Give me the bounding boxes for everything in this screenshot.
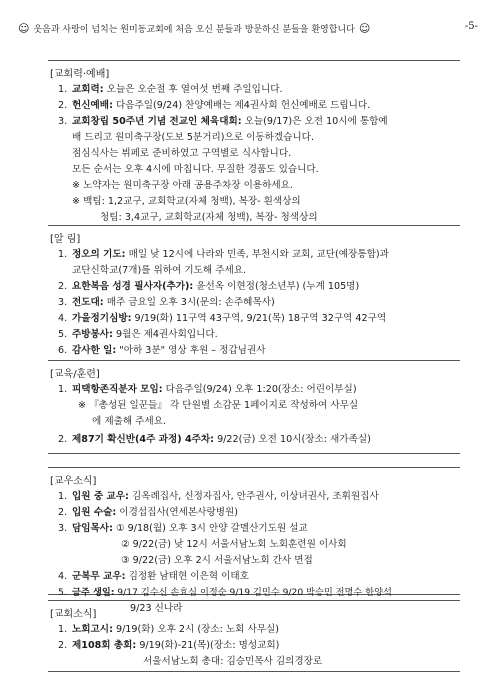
section-notices	[48, 225, 460, 361]
list-item: 6. 감사한 일: "아하 3분" 영상 후원 – 정갑님권사	[58, 345, 266, 356]
list-item: 1. 피택항존직분자 모임: 다음주일(9/24) 오후 1:20(장소: 어린이부실)	[58, 384, 357, 395]
list-item: 2. 입원 수술: 이경섭집사(연세본사랑병원)	[58, 507, 238, 518]
list-item: 1. 노회고시: 9/19(화) 오후 2시 (장소: 노회 사무실)	[58, 624, 280, 635]
list-item: 5. 주방봉사: 9월은 제4권사회입니다.	[58, 329, 218, 340]
section-church-news	[48, 600, 460, 672]
list-item-continuation: 교단신학교(7개)를 위하여 기도해 주세요.	[72, 265, 247, 276]
list-item: 1. 정오의 기도: 매일 낮 12시에 나라와 민족, 부천시와 교회, 교단(예장통합)과	[58, 249, 389, 260]
section-title: [교회력·예배]	[50, 69, 110, 80]
section-education	[48, 360, 460, 454]
list-item: 2. 제108회 총회: 9/19(화)-21(목)(장소: 명성교회)	[58, 640, 280, 651]
list-item: 3. 전도대: 매주 금요일 오후 3시(문의: 손주혜목사)	[58, 297, 275, 308]
list-item-note: ※ 백팀: 1,2교구, 교회학교(자체 청백), 복장- 흰색상의	[72, 196, 301, 207]
list-item: 3. 담임목사: ① 9/18(월) 오후 3시 안양 갈멜산기도원 설교	[58, 523, 308, 534]
section-title: [교회소식]	[50, 609, 97, 620]
page-header	[18, 20, 478, 36]
list-item-continuation: ② 9/22(금) 낮 12시 서울서남노회 노회훈련원 이사회	[121, 539, 347, 550]
section-title: [알 림]	[50, 234, 81, 245]
list-item: 2. 헌신예배: 다음주일(9/24) 찬양예배는 제4권사회 헌신예배로 드립니다.	[58, 100, 371, 111]
section-member-news	[48, 467, 460, 614]
list-item: 1. 입원 중 교우: 김옥례집사, 신정자집사, 안주권사, 이상녀권사, 조휘원집사	[58, 491, 379, 502]
page-number: -5-	[464, 21, 478, 32]
list-item-note: ※ 『총성된 일꾼들』 각 단원별 소감문 1페이지로 작성하여 사무실	[78, 400, 359, 411]
header-welcome-text: 웃음과 사랑이 넘치는 원미동교회에 처음 오신 분들과 방문하신 분들을 환영합니다	[33, 24, 355, 35]
list-item-continuation: 점심식사는 뷔페로 준비하였고 구역별로 식사합니다.	[72, 148, 292, 159]
list-item-continuation: 에 제출해 주세요.	[92, 416, 167, 427]
list-item: 2. 요한복음 성경 필사자(추가): 윤선옥 이현정(청소년부) (누계 105명)	[58, 281, 360, 292]
smile-icon: ☺	[358, 21, 371, 35]
list-item-continuation: 모든 순서는 오후 4시에 마칩니다. 무질한 경품도 있습니다.	[72, 164, 319, 175]
list-item-continuation: 9/23 신나라	[130, 603, 183, 614]
list-item: 2. 제87기 확신반(4주 과정) 4주차: 9/22(금) 오전 10시(장소: 새가족실)	[58, 434, 371, 445]
list-item: 1. 교회력: 오늘은 오순절 후 열여섯 번째 주일입니다.	[58, 84, 283, 95]
smile-icon: ☺	[18, 21, 30, 35]
list-item-continuation: 서울서남노회 총대: 김승민목사 김의경장로	[143, 656, 323, 667]
list-item-note: 청팀: 3,4교구, 교회학교(자체 청백), 복장- 청색상의	[100, 212, 318, 223]
section-title: [교육/훈련]	[50, 369, 100, 380]
list-item: 5. 금주 생일: 9/17 김수신 손효심 이정순 9/19 김민수 9/20 박승민 전명수 한양석	[58, 587, 392, 598]
list-item-continuation: 배 드리고 원미축구장(도보 5분거리)으로 이동하겠습니다.	[72, 132, 314, 143]
list-item-note: ※ 노약자는 원미축구장 아래 공용주차장 이용하세요.	[72, 180, 293, 191]
section-worship	[48, 60, 460, 226]
list-item: 3. 교회창립 50주년 기념 전교인 체육대회: 오늘(9/17)은 오전 10시에 통합예	[58, 116, 388, 127]
list-item-continuation: ③ 9/22(금) 오후 2시 서울서남노회 간사 면접	[121, 555, 313, 566]
list-item: 4. 군복무 교우: 김정환 남태현 이은혁 이태호	[58, 571, 249, 582]
list-item: 4. 가을정기심방: 9/19(화) 11구역 43구역, 9/21(목) 18구역 32구역 42구역	[58, 313, 387, 324]
section-title: [교우소식]	[50, 476, 97, 487]
